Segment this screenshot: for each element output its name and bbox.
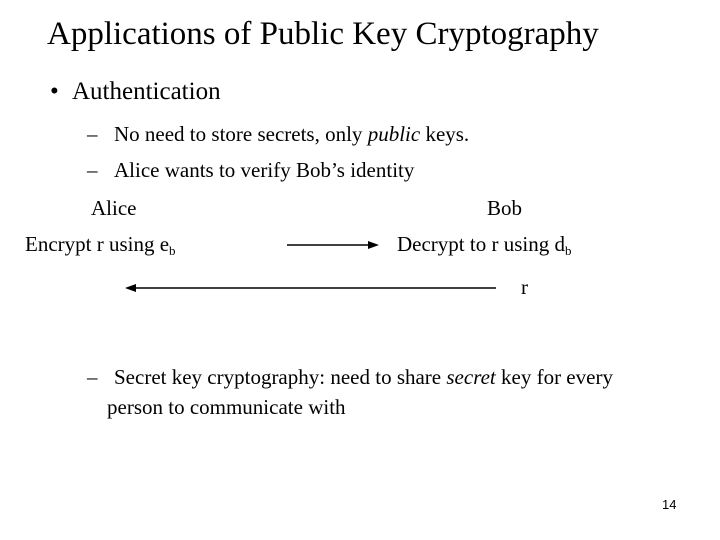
bob-action-text: Decrypt to r using d — [397, 232, 565, 256]
sub3-continuation: person to communicate with — [107, 395, 346, 419]
page-number: 14 — [662, 497, 677, 512]
dash-marker: – — [87, 122, 98, 146]
sub1-emphasis: public — [367, 122, 421, 146]
sub1-after: keys. — [420, 122, 470, 146]
arrow-to-bob-head — [368, 241, 379, 249]
bullet-marker: • — [50, 78, 59, 105]
slide-title: Applications of Public Key Cryptography — [47, 16, 599, 52]
alice-label: Alice — [91, 196, 137, 220]
bob-label: Bob — [487, 196, 523, 220]
sub3-emphasis: secret — [446, 365, 496, 389]
alice-action-subscript: b — [169, 243, 176, 258]
sub3-after: key for every — [495, 365, 613, 389]
sub3-before: Secret key cryptography: need to share — [114, 365, 447, 389]
alice-action-text: Encrypt r using e — [25, 232, 170, 256]
sub-bullet-secret-key — [87, 362, 687, 422]
dash-marker: – — [87, 158, 98, 182]
reply-value: r — [521, 275, 528, 299]
dash-marker: – — [87, 365, 98, 389]
bob-action-subscript: b — [564, 243, 572, 258]
sub1-before: No need to store secrets, only — [114, 122, 368, 146]
arrow-to-alice-head — [125, 284, 136, 292]
bullet-text: Authentication — [72, 78, 221, 105]
sub2-text: Alice wants to verify Bob’s identity — [114, 158, 415, 182]
